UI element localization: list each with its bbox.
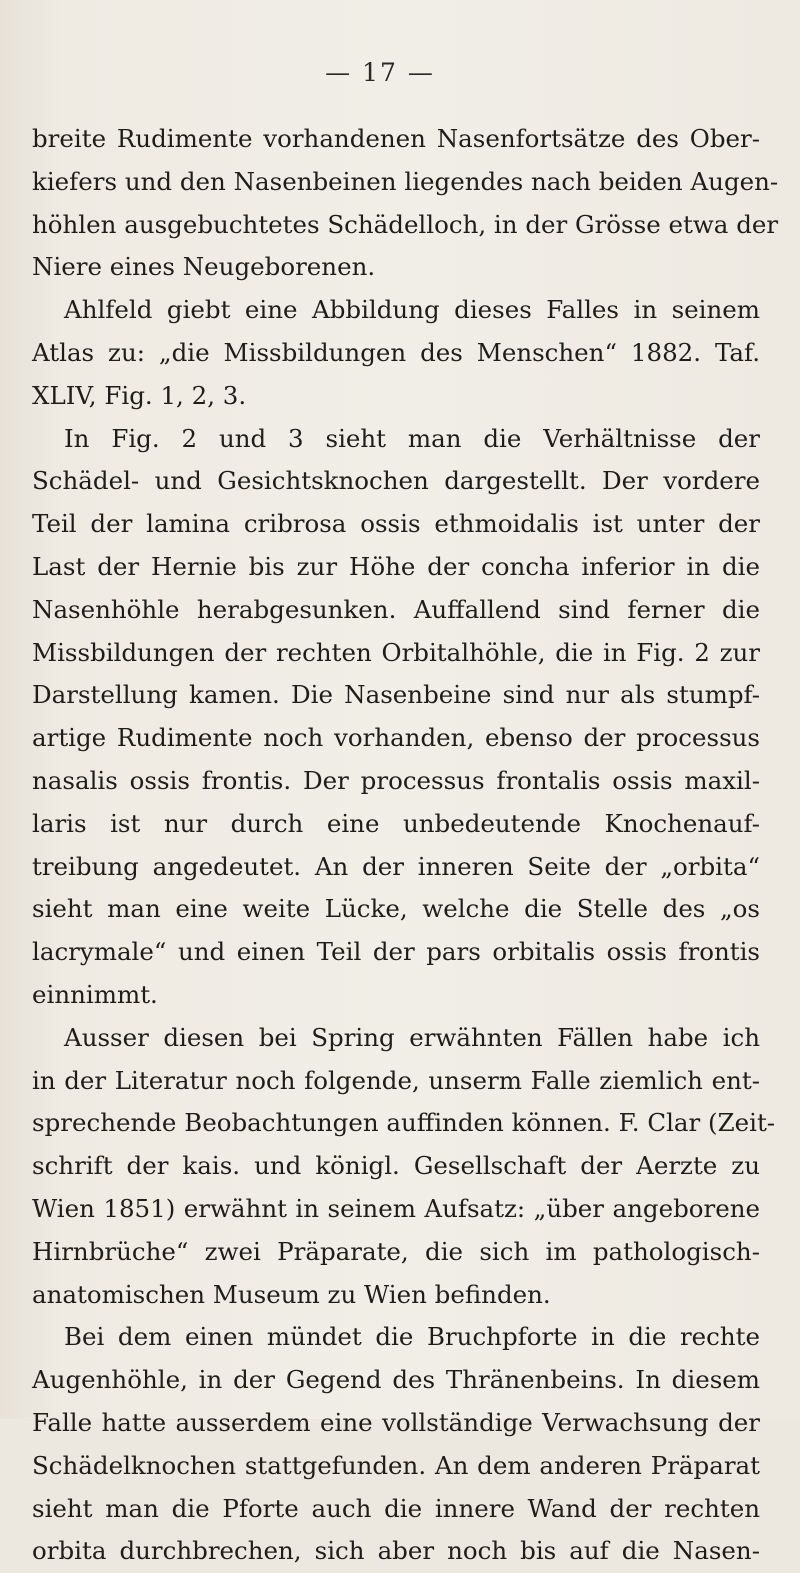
paragraph-start-line: Ahlfeld giebt eine Abbildung dieses Falles in seinem xyxy=(64,295,760,325)
text-line: Schädel- und Gesichtsknochen dargestellt. Der vordere xyxy=(32,466,760,496)
text-line: artige Rudimente noch vorhanden, ebenso der processus xyxy=(32,723,760,753)
text-line: einnimmt. xyxy=(32,979,158,1009)
paragraph-start-line: Bei dem einen mündet die Bruchpforte in die rechte xyxy=(64,1322,760,1352)
paragraph-start-line: In Fig. 2 und 3 sieht man die Verhältnisse der xyxy=(64,423,760,453)
text-line: Hirnbrüche“ zwei Präparate, die sich im pathologisch- xyxy=(32,1236,760,1266)
text-line: Last der Hernie bis zur Höhe der concha inferior in die xyxy=(32,551,760,581)
text-line: lacrymale“ und einen Teil der pars orbitalis ossis frontis xyxy=(32,937,760,967)
text-line: Atlas zu: „die Missbildungen des Menschen“ 1882. Taf. xyxy=(32,337,760,367)
page-number: — 17 — xyxy=(325,58,435,87)
text-line: Teil der lamina cribrosa ossis ethmoidalis ist unter der xyxy=(32,509,760,539)
text-line: höhlen ausgebuchtetes Schädelloch, in der Grösse etwa der xyxy=(32,209,779,239)
text-line: sieht man die Pforte auch die innere Wand der rechten xyxy=(32,1493,760,1523)
text-line: Schädelknochen stattgefunden. An dem anderen Präparat xyxy=(32,1450,760,1480)
text-line: Niere eines Neugeborenen. xyxy=(32,252,376,282)
paragraph-start-line: Ausser diesen bei Spring erwähnten Fällen habe ich xyxy=(64,1022,760,1052)
text-line: nasalis ossis frontis. Der processus frontalis ossis maxil- xyxy=(32,765,760,795)
text-line: sprechende Beobachtungen auffinden können. F. Clar (Zeit- xyxy=(32,1108,776,1138)
text-line: Falle hatte ausserdem eine vollständige Verwachsung der xyxy=(32,1407,760,1437)
text-line: sieht man eine weite Lücke, welche die Stelle des „os xyxy=(32,894,760,924)
body-text xyxy=(32,118,779,1573)
text-line: Augenhöhle, in der Gegend des Thränenbeins. In diesem xyxy=(32,1365,760,1395)
text-line: anatomischen Museum zu Wien befinden. xyxy=(32,1279,551,1309)
text-line: Darstellung kamen. Die Nasenbeine sind nur als stumpf- xyxy=(32,680,760,710)
text-line: schrift der kais. und königl. Gesellschaft der Aerzte zu xyxy=(32,1151,760,1181)
text-line: laris ist nur durch eine unbedeutende Knochenauf- xyxy=(32,808,760,838)
text-line: breite Rudimente vorhandenen Nasenfortsätze des Ober- xyxy=(32,124,760,153)
text-line: Nasenhöhle herabgesunken. Auffallend sind ferner die xyxy=(32,594,760,624)
text-line: orbita durchbrechen, sich aber noch bis auf die Nasen- xyxy=(32,1536,760,1566)
text-line: Missbildungen der rechten Orbitalhöhle, die in Fig. 2 zur xyxy=(32,637,760,667)
text-line: XLIV, Fig. 1, 2, 3. xyxy=(32,380,247,410)
text-line: in der Literatur noch folgende, unserm Falle ziemlich ent- xyxy=(32,1065,760,1095)
text-line: treibung angedeutet. An der inneren Seite der „orbita“ xyxy=(32,851,760,881)
text-line: kiefers und den Nasenbeinen liegendes nach beiden Augen- xyxy=(32,166,779,196)
text-line: Wien 1851) erwähnt in seinem Aufsatz: „über angeborene xyxy=(32,1193,760,1223)
